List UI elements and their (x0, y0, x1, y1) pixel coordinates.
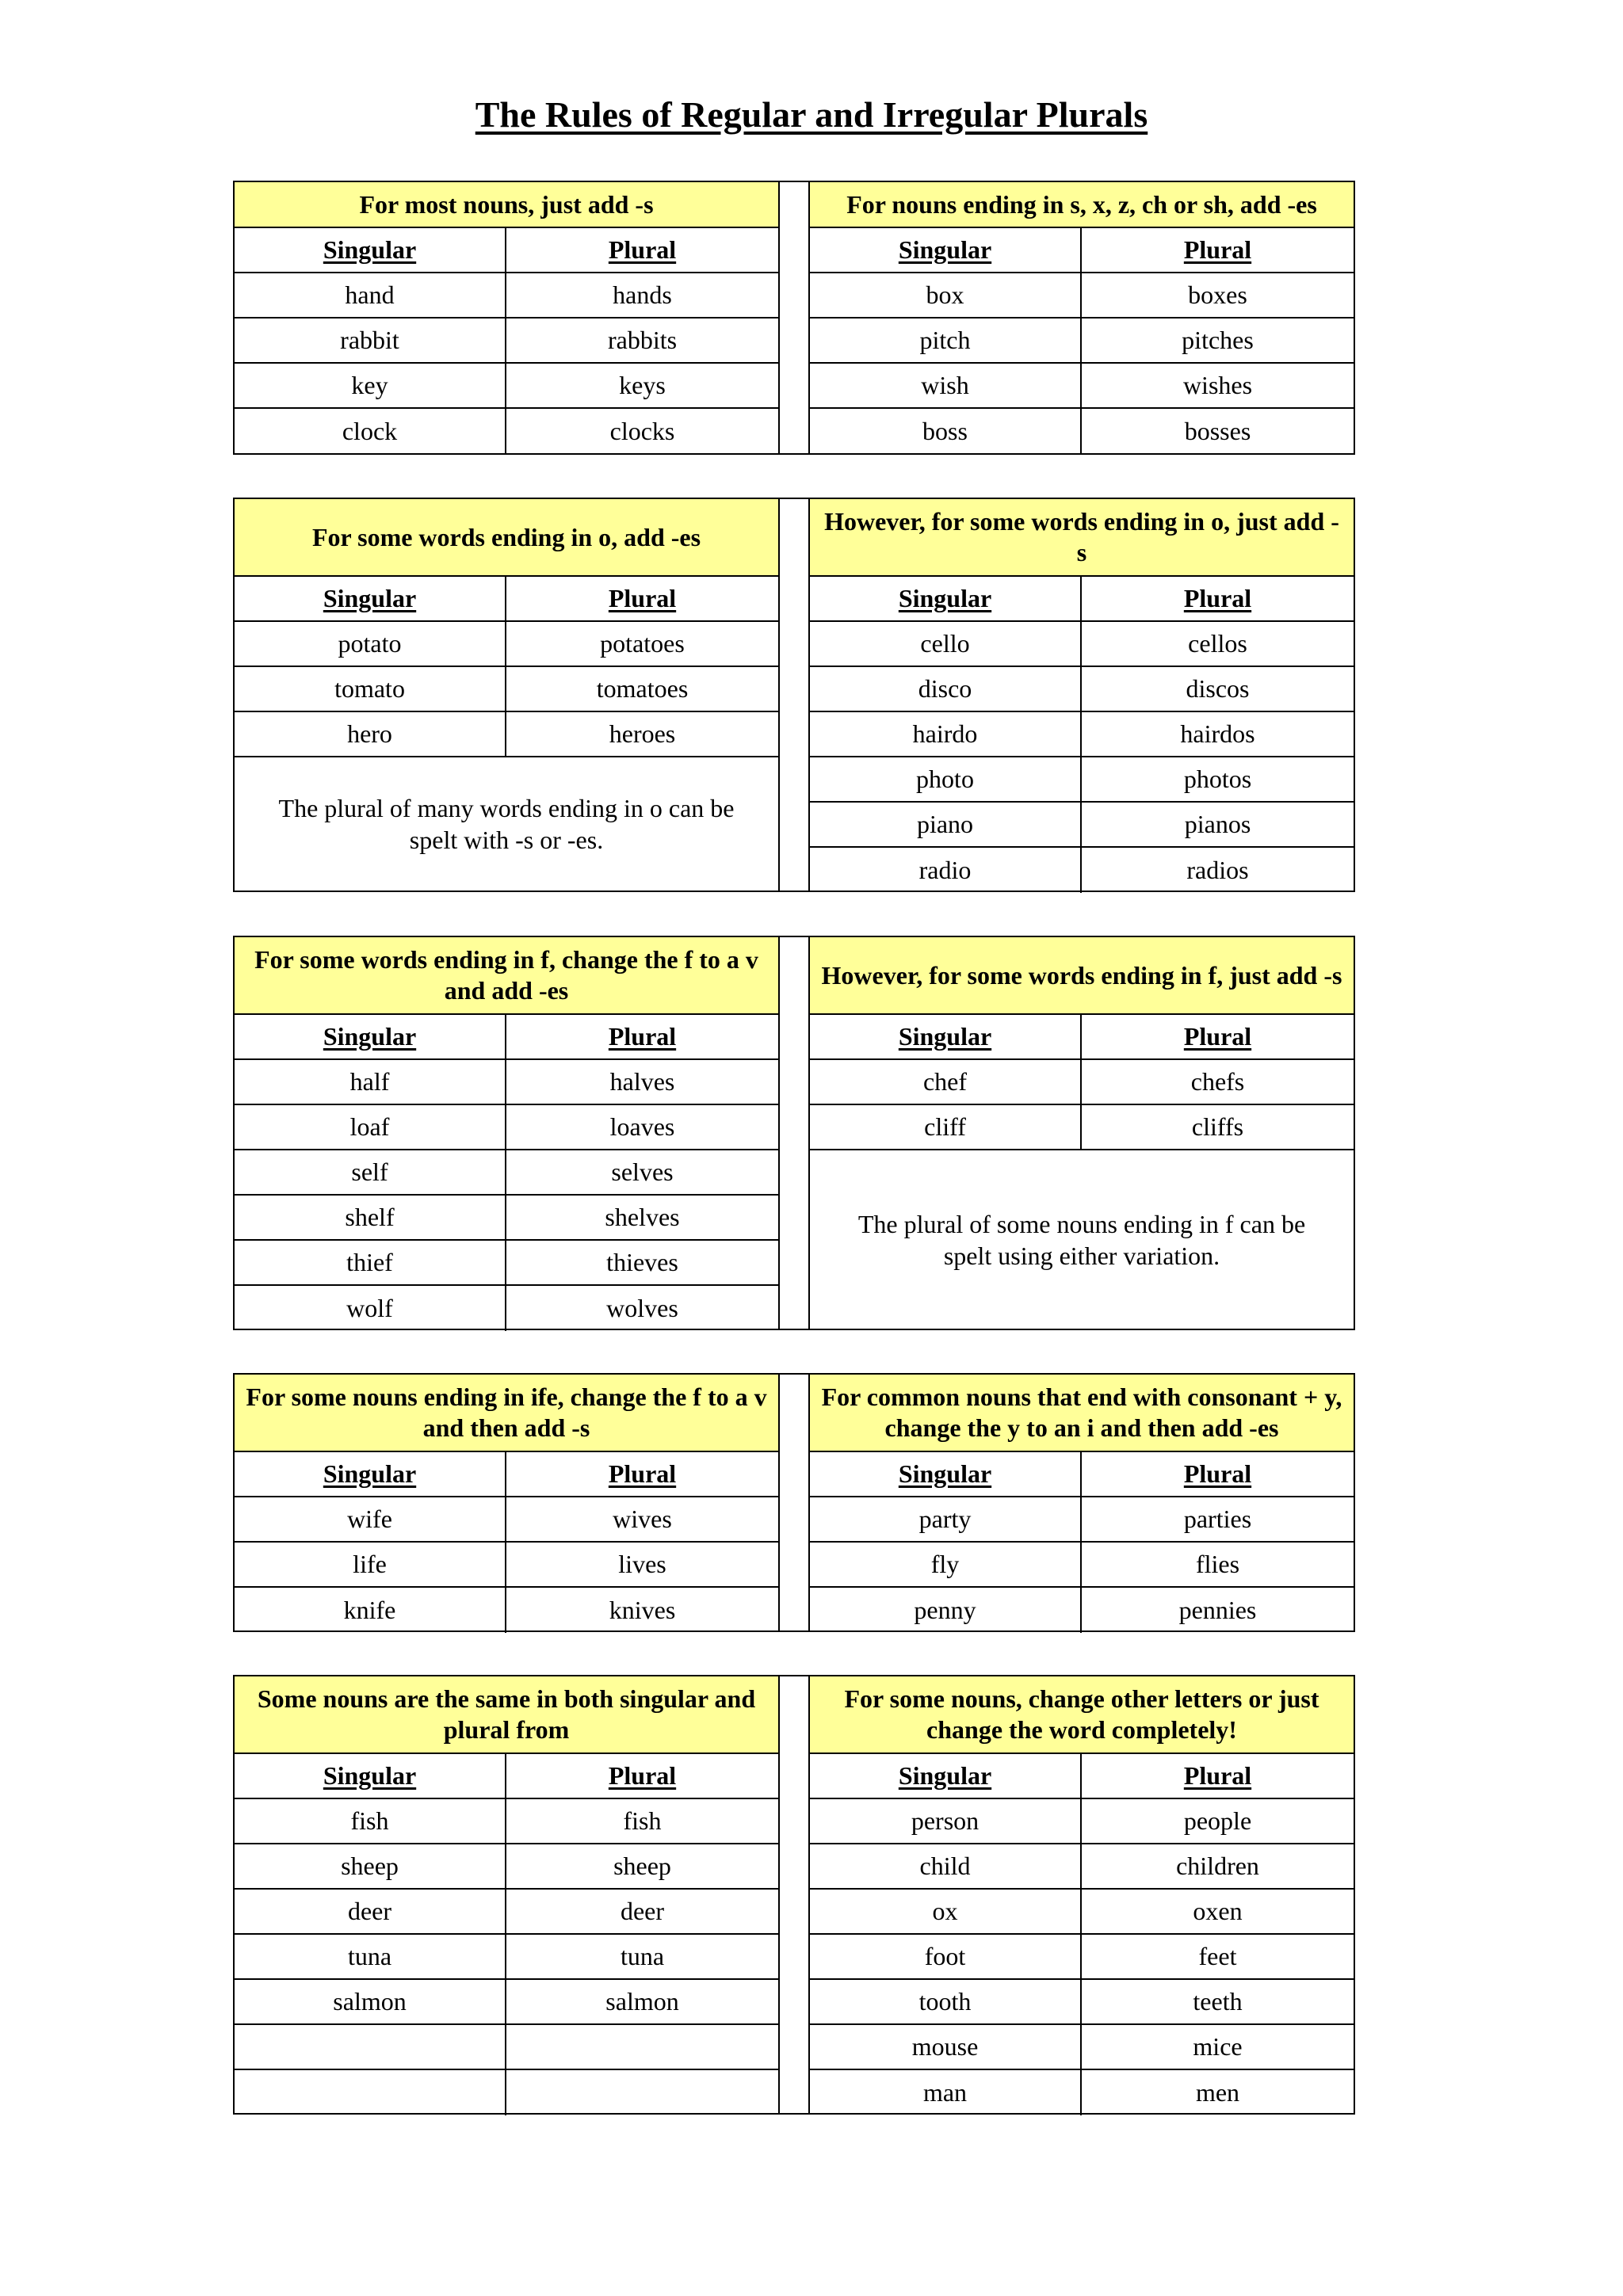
table-row (235, 1980, 778, 2025)
rule-heading: For some words ending in o, add -es (235, 499, 778, 577)
table-row (810, 1060, 1354, 1105)
plural-cell: mice (1193, 2032, 1243, 2061)
table-row (810, 1980, 1354, 2025)
plural-cell: people (1183, 1806, 1252, 1835)
rule-table (233, 936, 780, 1330)
rule-table (808, 498, 1355, 892)
singular-header: Singular (810, 577, 1082, 620)
table-row (235, 318, 778, 364)
table-row (235, 1286, 778, 1331)
table-row (235, 364, 778, 409)
table-row (235, 1543, 778, 1588)
plural-cell: parties (1183, 1505, 1252, 1533)
table-row (810, 848, 1354, 893)
table-gap (780, 498, 808, 892)
table-row (810, 273, 1354, 318)
singular-cell: potato (235, 622, 506, 666)
plural-cell: clocks (609, 417, 675, 445)
column-header-row (810, 228, 1354, 273)
rule-table (233, 498, 780, 892)
table-row (235, 667, 778, 712)
singular-header: Singular (235, 577, 506, 620)
singular-cell: tooth (810, 1980, 1082, 2023)
singular-cell: self (235, 1150, 506, 1194)
plural-header: Plural (1183, 1022, 1252, 1051)
singular-cell: thief (235, 1241, 506, 1284)
rule-note: The plural of some nouns ending in f can be spelt using either variation. (857, 1209, 1306, 1270)
singular-cell: rabbit (235, 318, 506, 362)
table-row (810, 409, 1354, 454)
rule-heading: For most nouns, just add -s (235, 182, 778, 228)
plural-cell: wives (613, 1505, 672, 1533)
table-row (810, 1935, 1354, 1980)
singular-cell: mouse (810, 2025, 1082, 2069)
singular-cell: pitch (810, 318, 1082, 362)
singular-header: Singular (810, 228, 1082, 272)
singular-cell: fish (235, 1799, 506, 1843)
plural-header: Plural (608, 1022, 677, 1051)
singular-cell: cello (810, 622, 1082, 666)
singular-header: Singular (235, 1754, 506, 1798)
table-row (235, 1844, 778, 1890)
rule-heading: For common nouns that end with consonant + y, change the y to an i and then add -es (810, 1375, 1354, 1452)
plural-cell: cliffs (1191, 1112, 1244, 1141)
table-gap (780, 936, 808, 1330)
table-row (810, 1890, 1354, 1935)
plural-cell: photos (1183, 765, 1252, 793)
plural-cell: pitches (1182, 326, 1254, 354)
table-row (235, 2025, 778, 2070)
table-row (810, 2070, 1354, 2115)
table-row (810, 757, 1354, 803)
rule-table (808, 181, 1355, 455)
singular-header: Singular (810, 1754, 1082, 1798)
table-row (810, 803, 1354, 848)
column-header-row (235, 1754, 778, 1799)
plural-cell: lives (618, 1550, 666, 1578)
singular-cell: fly (810, 1543, 1082, 1586)
plural-cell: shelves (605, 1203, 680, 1231)
table-gap (780, 181, 808, 455)
singular-cell (235, 2070, 506, 2115)
plural-header: Plural (1183, 235, 1252, 264)
plural-cell: wolves (606, 1294, 678, 1322)
table-row (235, 712, 778, 757)
plural-header: Plural (608, 235, 677, 264)
table-row (235, 409, 778, 454)
table-row (810, 622, 1354, 667)
plural-header: Plural (608, 1761, 677, 1790)
table-row (235, 1588, 778, 1633)
plural-cell: hairdos (1180, 719, 1255, 748)
table-row (810, 1497, 1354, 1543)
singular-cell: piano (810, 803, 1082, 846)
singular-cell: ox (810, 1890, 1082, 1933)
singular-cell: sheep (235, 1844, 506, 1888)
column-header-row (810, 1452, 1354, 1497)
rule-heading: However, for some words ending in o, just add -s (810, 499, 1354, 577)
table-row (810, 1799, 1354, 1844)
plural-cell: selves (611, 1158, 674, 1186)
singular-cell: key (235, 364, 506, 407)
plural-cell: thieves (606, 1248, 678, 1276)
table-row (810, 1105, 1354, 1150)
plural-header: Plural (608, 584, 677, 612)
plural-cell: potatoes (600, 629, 685, 658)
rule-table (808, 1373, 1355, 1632)
singular-cell: life (235, 1543, 506, 1586)
table-row (235, 1497, 778, 1543)
singular-cell: hairdo (810, 712, 1082, 756)
rule-table (808, 1675, 1355, 2115)
plural-cell: hands (613, 280, 672, 309)
plural-cell: loaves (609, 1112, 675, 1141)
plural-header: Plural (1183, 1761, 1252, 1790)
singular-cell: disco (810, 667, 1082, 711)
table-row (235, 1799, 778, 1844)
rule-section (233, 1675, 1357, 2115)
plural-cell: sheep (613, 1852, 671, 1880)
table-row (235, 1105, 778, 1150)
plural-header: Plural (1183, 1459, 1252, 1488)
rule-heading: However, for some words ending in f, just add -s (810, 937, 1354, 1015)
singular-cell: cliff (810, 1105, 1082, 1149)
plural-header: Plural (608, 1459, 677, 1488)
rule-section (233, 498, 1357, 892)
plural-cell: wishes (1182, 371, 1253, 399)
singular-cell: hand (235, 273, 506, 317)
plural-cell: fish (623, 1806, 662, 1835)
plural-cell: chefs (1190, 1067, 1245, 1096)
table-row (235, 1060, 778, 1105)
table-row (235, 1241, 778, 1286)
singular-cell: child (810, 1844, 1082, 1888)
plural-cell: cellos (1188, 629, 1247, 658)
singular-cell: clock (235, 409, 506, 454)
plural-cell: deer (620, 1897, 665, 1925)
rule-section (233, 1373, 1357, 1632)
column-header-row (235, 1015, 778, 1060)
table-row (810, 712, 1354, 757)
plural-cell: flies (1195, 1550, 1240, 1578)
rule-table (233, 1373, 780, 1632)
plural-cell: tuna (620, 1942, 665, 1970)
singular-cell: knife (235, 1588, 506, 1633)
column-header-row (235, 1452, 778, 1497)
plural-cell: discos (1186, 674, 1250, 703)
table-row (235, 622, 778, 667)
plural-cell: teeth (1193, 1987, 1243, 2016)
singular-header: Singular (235, 228, 506, 272)
plural-cell: heroes (609, 719, 676, 748)
singular-cell: half (235, 1060, 506, 1104)
plural-cell: children (1176, 1852, 1259, 1880)
rule-heading: For nouns ending in s, x, z, ch or sh, add -es (810, 182, 1354, 228)
singular-cell: radio (810, 848, 1082, 893)
plural-header: Plural (1183, 584, 1252, 612)
table-gap (780, 1675, 808, 2115)
singular-header: Singular (235, 1452, 506, 1496)
singular-cell: box (810, 273, 1082, 317)
table-row (235, 1935, 778, 1980)
rule-table (233, 1675, 780, 2115)
table-gap (780, 1373, 808, 1632)
plural-cell: halves (609, 1067, 675, 1096)
plural-cell: boxes (1188, 280, 1247, 309)
rule-section (233, 181, 1357, 455)
singular-cell: wife (235, 1497, 506, 1541)
table-row (810, 1844, 1354, 1890)
rule-section (233, 936, 1357, 1330)
plural-cell: tomatoes (596, 674, 689, 703)
singular-header: Singular (810, 1015, 1082, 1058)
singular-cell (235, 2025, 506, 2069)
table-row (235, 1150, 778, 1196)
plural-cell: feet (1198, 1942, 1237, 1970)
rule-table (808, 936, 1355, 1330)
rule-heading: Some nouns are the same in both singular and plural from (235, 1676, 778, 1754)
table-row (810, 364, 1354, 409)
singular-cell: wish (810, 364, 1082, 407)
column-header-row (810, 1754, 1354, 1799)
singular-cell: photo (810, 757, 1082, 801)
singular-header: Singular (810, 1452, 1082, 1496)
table-row (810, 318, 1354, 364)
table-row (235, 2070, 778, 2115)
singular-cell: penny (810, 1588, 1082, 1633)
plural-cell: pennies (1178, 1596, 1257, 1624)
plural-cell: knives (609, 1596, 676, 1624)
page-title: The Rules of Regular and Irregular Plurals (475, 94, 1148, 135)
rule-note: The plural of many words ending in o can be spelt with -s or -es. (278, 794, 735, 854)
singular-cell: man (810, 2070, 1082, 2115)
column-header-row (235, 577, 778, 622)
singular-cell: wolf (235, 1286, 506, 1331)
singular-cell: boss (810, 409, 1082, 454)
table-row (810, 2025, 1354, 2070)
plural-cell: radios (1186, 856, 1249, 884)
singular-cell: tuna (235, 1935, 506, 1978)
singular-cell: deer (235, 1890, 506, 1933)
table-row (235, 1890, 778, 1935)
singular-cell: foot (810, 1935, 1082, 1978)
plural-cell: keys (619, 371, 666, 399)
plural-cell (506, 2025, 778, 2069)
column-header-row (810, 1015, 1354, 1060)
rule-heading: For some nouns, change other letters or just change the word completely! (810, 1676, 1354, 1754)
singular-cell: loaf (235, 1105, 506, 1149)
table-row (810, 667, 1354, 712)
table-row (810, 1588, 1354, 1633)
plural-cell: rabbits (607, 326, 678, 354)
table-row (810, 1543, 1354, 1588)
plural-cell: bosses (1184, 417, 1251, 445)
singular-cell: salmon (235, 1980, 506, 2023)
rule-heading: For some words ending in f, change the f to a v and add -es (235, 937, 778, 1015)
plural-cell: pianos (1184, 810, 1251, 838)
table-row (235, 1196, 778, 1241)
singular-cell: person (810, 1799, 1082, 1843)
singular-cell: hero (235, 712, 506, 756)
plural-cell: oxen (1193, 1897, 1243, 1925)
plural-cell: men (1195, 2078, 1240, 2107)
plural-cell (506, 2070, 778, 2115)
plural-cell: salmon (605, 1987, 679, 2016)
table-row (235, 273, 778, 318)
rule-table (233, 181, 780, 455)
singular-header: Singular (235, 1015, 506, 1058)
column-header-row (810, 577, 1354, 622)
singular-cell: shelf (235, 1196, 506, 1239)
singular-cell: tomato (235, 667, 506, 711)
rule-heading: For some nouns ending in ife, change the f to a v and then add -s (235, 1375, 778, 1452)
singular-cell: chef (810, 1060, 1082, 1104)
singular-cell: party (810, 1497, 1082, 1541)
column-header-row (235, 228, 778, 273)
